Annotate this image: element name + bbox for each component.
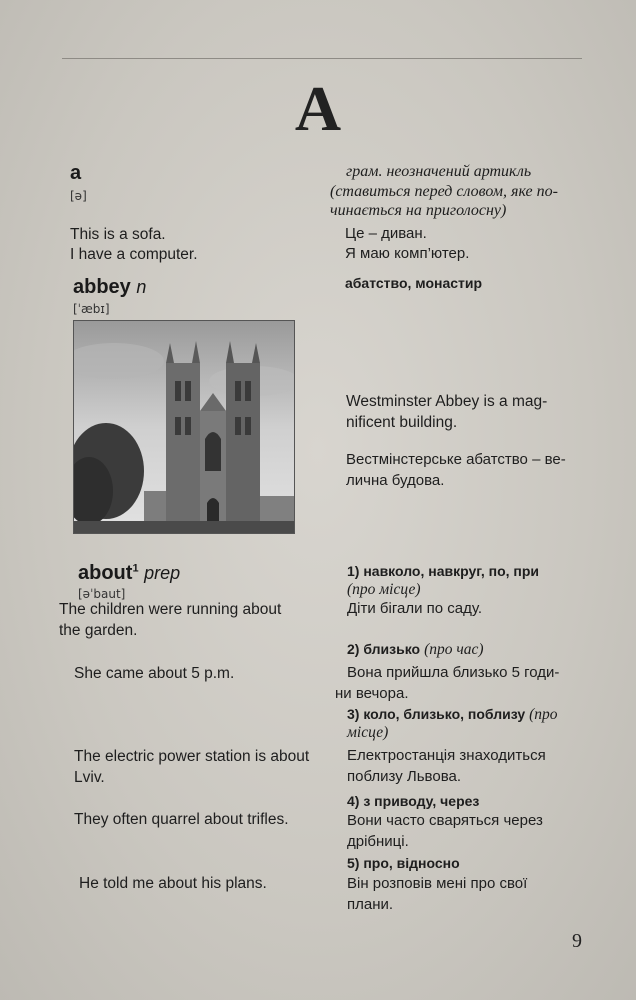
sense-example-en-cont: the garden. xyxy=(59,622,138,639)
transcription-a: [ə] xyxy=(70,189,87,203)
section-letter: A xyxy=(294,73,342,144)
sense-gloss: 5) про, відносно xyxy=(347,855,460,871)
sense-example-ua: Вона прийшла близько 5 годи- xyxy=(347,664,560,681)
sense-example-ua-cont: плани. xyxy=(347,896,394,913)
pos-about: prep xyxy=(144,563,181,583)
pos-abbey: n xyxy=(136,277,147,297)
sense-example-en: The electric power station is about xyxy=(74,748,310,765)
example-ua-a-1: Це – диван. xyxy=(345,225,427,242)
sense-note: (про місце) xyxy=(347,581,421,598)
homonym-number: 1 xyxy=(132,562,139,575)
sense-gloss: 1) навколо, навкруг, по, при xyxy=(347,563,540,579)
sense-3-heading xyxy=(347,706,558,724)
gram-note-a-line2: чинається на приголосну) xyxy=(330,202,507,219)
headword-about-word: about xyxy=(78,562,133,584)
sense-example-ua-cont: дрібниці. xyxy=(347,833,409,850)
headword-abbey-word: abbey xyxy=(73,276,131,298)
gram-note-a-line1: (ставиться перед словом, яке по- xyxy=(330,183,558,200)
gloss-abbey: абатство, монастир xyxy=(345,275,483,291)
sense-example-en: She came about 5 p.m. xyxy=(74,665,235,682)
example-ua-abbey-1: Вестмінстерське абатство – ве- xyxy=(346,451,566,468)
sense-gloss: 2) близько xyxy=(347,641,421,657)
sense-example-en: They often quarrel about trifles. xyxy=(74,811,289,828)
sense-2-heading xyxy=(347,641,484,659)
example-en-a-2: I have a computer. xyxy=(70,246,198,263)
example-en-abbey-2: nificent building. xyxy=(346,414,458,431)
sense-example-ua: Діти бігали по саду. xyxy=(347,600,483,617)
sense-gloss: 4) з приводу, через xyxy=(347,793,480,809)
sense-example-en: He told me about his plans. xyxy=(79,875,267,892)
example-en-a-1: This is a sofa. xyxy=(70,226,166,243)
example-ua-a-2: Я маю комп’ютер. xyxy=(345,245,470,262)
sense-note: (про xyxy=(529,706,558,723)
gram-note-a: грам. неозначений артикль xyxy=(346,163,532,180)
westminster-abbey-photo xyxy=(73,320,295,534)
sense-example-ua: Він розповів мені про свої xyxy=(347,875,528,892)
example-en-abbey-1: Westminster Abbey is a mag- xyxy=(346,393,548,410)
sense-example-en: The children were running about xyxy=(59,601,282,618)
sense-note: (про час) xyxy=(424,641,484,658)
headword-abbey xyxy=(73,276,146,299)
sense-note-cont: місце) xyxy=(347,724,389,741)
page-number: 9 xyxy=(572,930,582,952)
sense-example-ua-cont: ни вечора. xyxy=(335,685,409,702)
sense-example-ua: Електростанція знаходиться xyxy=(347,747,546,764)
sense-example-en-cont: Lviv. xyxy=(74,769,105,786)
headword-a: a xyxy=(70,162,82,184)
sense-example-ua: Вони часто сваряться через xyxy=(347,812,543,829)
headword-about xyxy=(78,562,180,585)
transcription-abbey: [ˈæbɪ] xyxy=(73,302,110,316)
sense-example-ua-cont: поблизу Львова. xyxy=(347,768,462,785)
example-ua-abbey-2: лична будова. xyxy=(346,472,445,489)
header-rule xyxy=(62,58,582,59)
sense-gloss: 3) коло, близько, поблизу xyxy=(347,706,526,722)
transcription-about: [əˈbaut] xyxy=(78,587,126,601)
